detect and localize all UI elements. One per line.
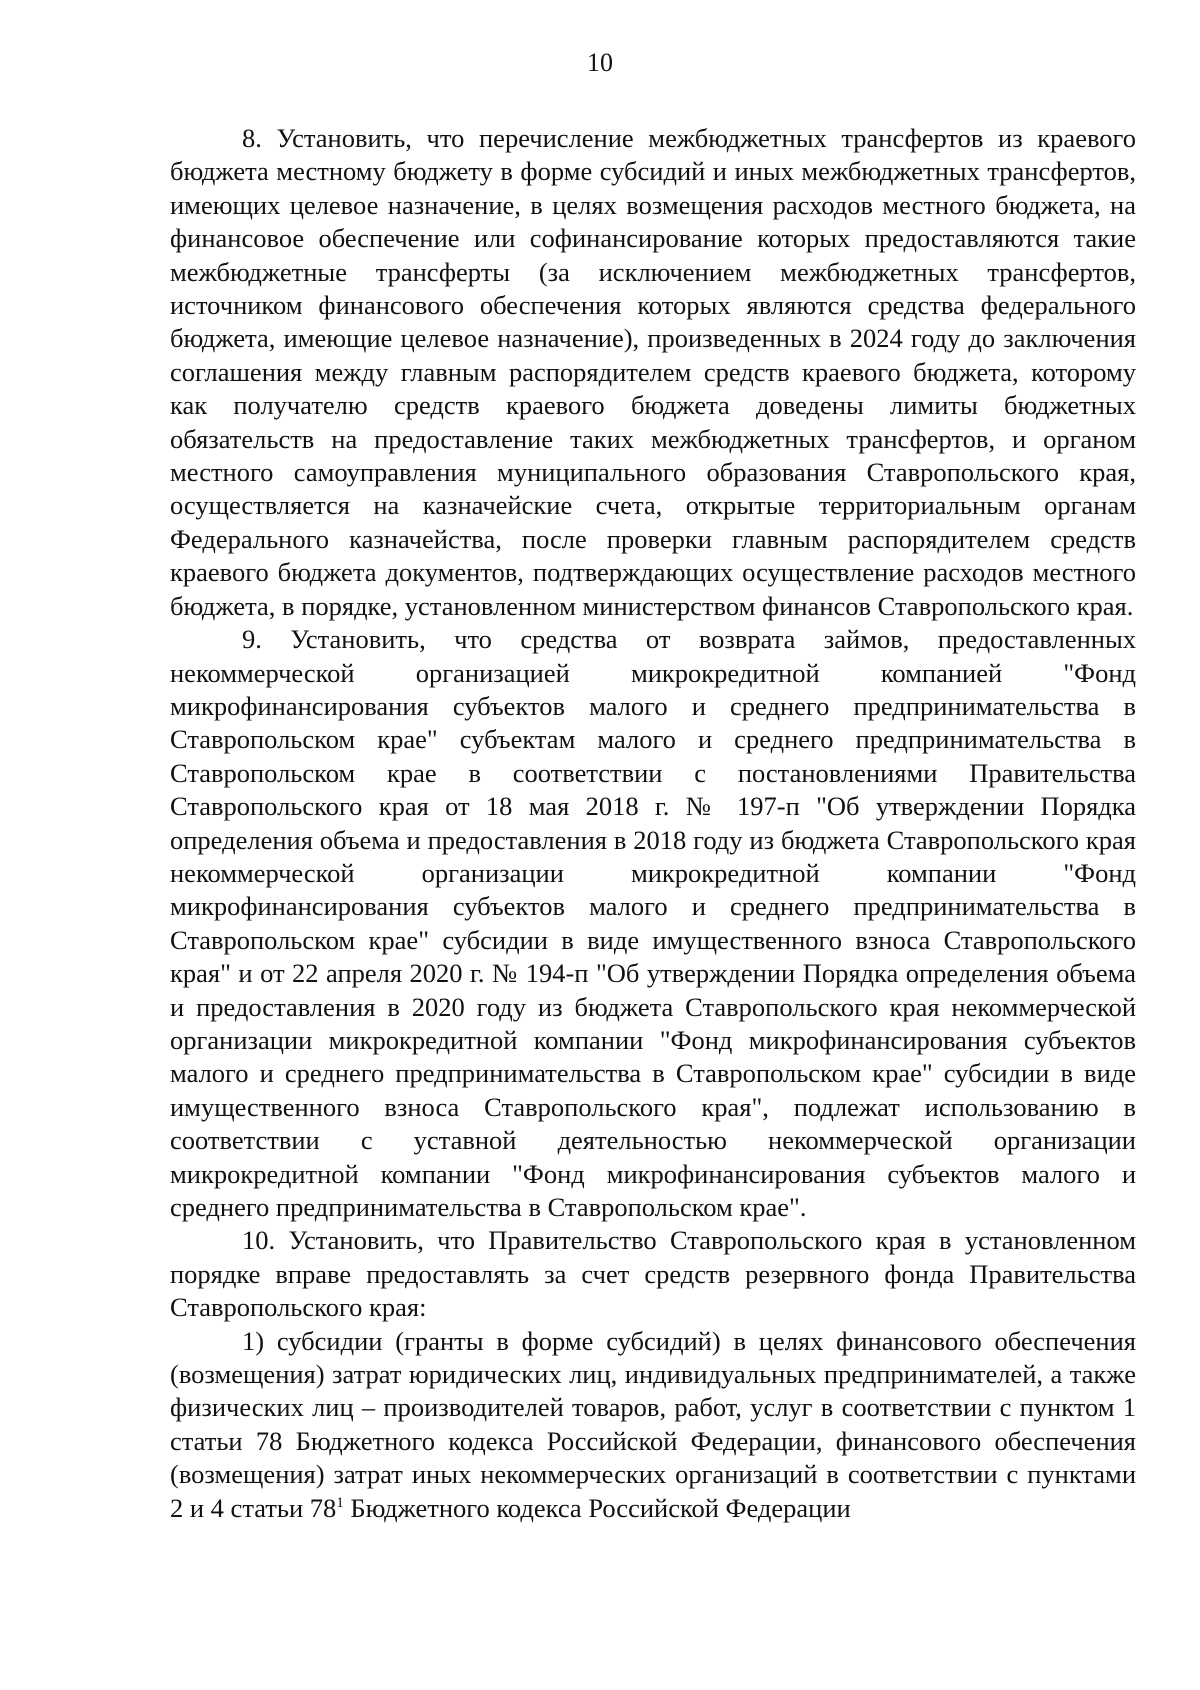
- document-body: [170, 122, 1136, 1525]
- paragraph-10: 10. Установить, что Правительство Ставропольского края в установленном порядке вправе предоставлять за счет средств резервного фонда Правительства Ставропольского края:: [170, 1225, 1136, 1323]
- item-1-text-end: Бюджетного кодекса Российской Федерации: [343, 1492, 851, 1523]
- paragraph-9: 9. Установить, что средства от возврата займов, предоставленных некоммерческой организацией микрокредитной компанией "Фонд микрофинансирования субъектов малого и среднего предпринимательства в Ставропольском крае" субъектам малого и среднего предпринимательства в Ставропольском крае в соответствии с постановлениями Правительства Ставропольского края от 18 мая 2018 г. № 197-п "Об утверждении Порядка определения объема и предоставления в 2018 году из бюджета Ставропольского края некоммерческой организации микрокредитной компании "Фонд микрофинансирования субъектов малого и среднего предпринимательства в Ставропольском крае" субсидии в виде имущественного взноса Ставропольского края" и от 22 апреля 2020 г. № 194-п "Об утверждении Порядка определения объема и предоставления в 2020 году из бюджета Ставропольского края некоммерческой организации микрокредитной компании "Фонд микрофинансирования субъектов малого и среднего предпринимательства в Ставропольском крае" субсидии в виде имущественного взноса Ставропольского края", подлежат использованию в соответствии с уставной деятельностью некоммерческой организации микрокредитной компании "Фонд микрофинансирования субъектов малого и среднего предпринимательства в Ставропольском крае".: [170, 624, 1136, 1222]
- article-superscript: 1: [336, 1494, 344, 1511]
- item-1-text: 1) субсидии (гранты в форме субсидий) в целях финансового обеспечения (возмещения) затрат юридических лиц, индивидуальных предпринимателей, а также физических лиц – производителей товаров, работ, услуг в соответствии с пунктом 1 статьи 78 Бюджетного кодекса Российской Федерации, финансового обеспечения (возмещения) затрат иных некоммерческих организаций в соответствии с пунктами 2 и 4 статьи 78: [170, 1325, 1136, 1523]
- paragraph-10-item-1: [170, 1325, 1136, 1525]
- page-number: 10: [587, 48, 613, 77]
- paragraph-8: 8. Установить, что перечисление межбюджетных трансфертов из краевого бюджета местному бюджету в форме субсидий и иных межбюджетных трансфертов, имеющих целевое назначение, в целях возмещения расходов местного бюджета, на финансовое обеспечение или софинансирование которых предоставляются такие межбюджетные трансферты (за исключением межбюджетных трансфертов, источником финансового обеспечения которых являются средства федерального бюджета, имеющие целевое назначение), произведенных в 2024 году до заключения соглашения между главным распорядителем средств краевого бюджета, которому как получателю средств краевого бюджета доведены лимиты бюджетных обязательств на предоставление таких межбюджетных трансфертов, и органом местного самоуправления муниципального образования Ставропольского края, осуществляется на казначейские счета, открытые территориальным органам Федерального казначейства, после проверки главным распорядителем средств краевого бюджета документов, подтверждающих осуществление расходов местного бюджета, в порядке, установленном министерством финансов Ставропольского края.: [170, 123, 1136, 621]
